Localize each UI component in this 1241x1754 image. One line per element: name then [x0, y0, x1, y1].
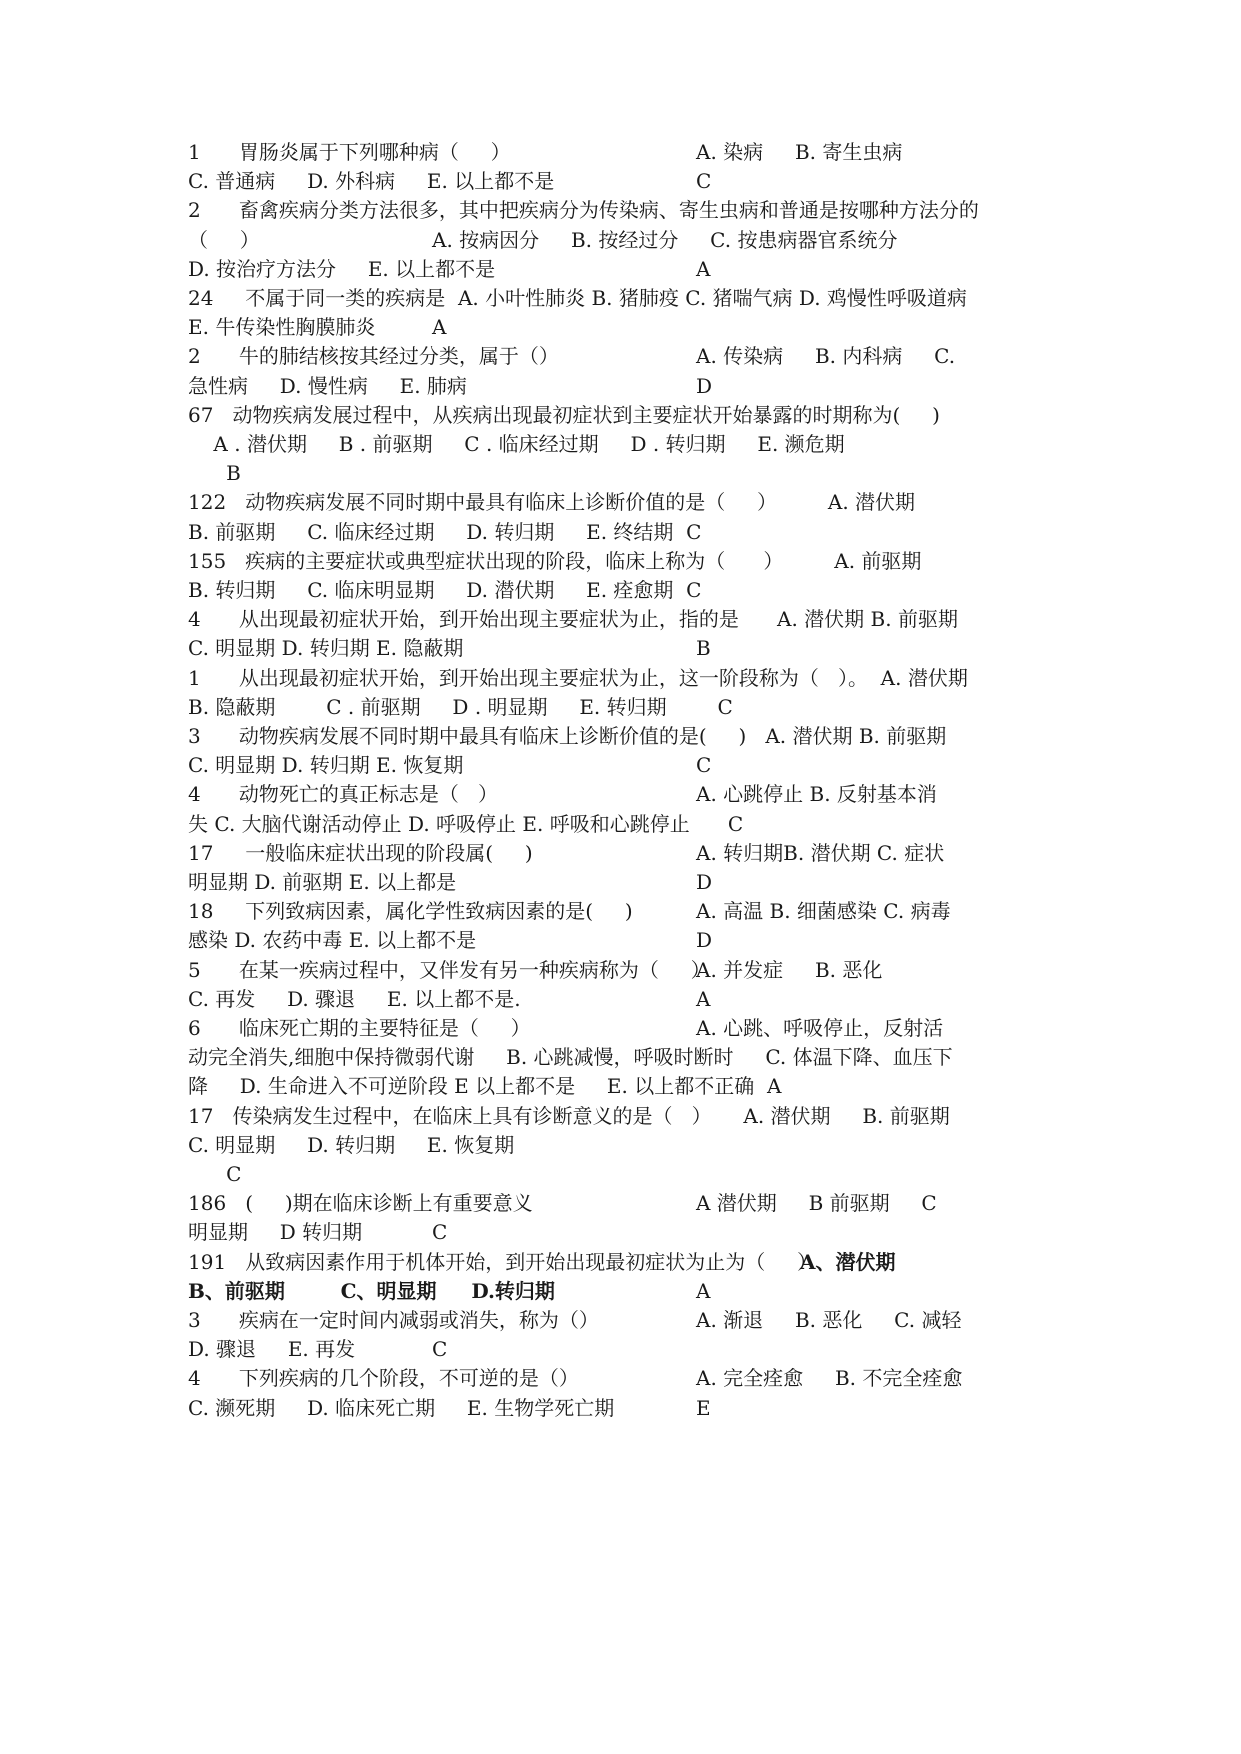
line-text: 2 畜禽疾病分类方法很多，其中把疾病分为传染病、寄生虫病和普通是按哪种方法分的 [188, 198, 979, 223]
line-text: 3 动物疾病发展不同时期中最具有临床上诊断价值的是( ) A. 潜伏期 B. 前驱期 [188, 724, 947, 748]
line-text: 2 牛的肺结核按其经过分类，属于（） [188, 344, 559, 369]
line-text: 感染 D. 农药中毒 E. 以上都不是 [188, 928, 477, 953]
line-options: A [432, 315, 447, 340]
line-answer-column: A [696, 256, 711, 281]
line-answer-column: A. 高温 B. 细菌感染 C. 病毒 [696, 899, 951, 924]
line-text: 失 C. 大脑代谢活动停止 D. 呼吸停止 E. 呼吸和心跳停止 C [188, 811, 744, 836]
line-text: C. 再发 D. 骤退 E. 以上都不是. [188, 986, 521, 1011]
line-answer-column: A. 传染病 B. 内科病 C. [696, 344, 956, 369]
line-text: D. 骤退 E. 再发 [188, 1337, 356, 1362]
line-text: 5 在某一疾病过程中，又伴发有另一种疾病称为（ ） [188, 957, 711, 982]
line-text: 1 从出现最初症状开始，到开始出现主要症状为止，这一阶段称为（ ）。 A. 潜伏期 [188, 665, 968, 690]
line-answer-column: A. 心跳、呼吸停止，反射活 [696, 1016, 944, 1040]
line-options: A. 按病因分 B. 按经过分 C. 按患病器官系统分 [432, 227, 898, 252]
line-text: 67 动物疾病发展过程中，从疾病出现最初症状到主要症状开始暴露的时期称为( ) [188, 402, 940, 427]
line-text: 122 动物疾病发展不同时期中最具有临床上诊断价值的是（ ） A. 潜伏期 [188, 490, 916, 515]
line-answer-column: C [696, 169, 712, 194]
line-answer-column: A [696, 1278, 711, 1303]
line-answer-column: E [696, 1395, 711, 1420]
line-answer-column: C [696, 753, 712, 778]
line-text: 17 传染病发生过程中，在临床上具有诊断意义的是（ ） A. 潜伏期 B. 前驱期 [188, 1103, 950, 1128]
line-text: 17 一般临床症状出现的阶段属( ) [188, 840, 533, 865]
line-answer-column: A [696, 986, 711, 1011]
line-text: （ ） [188, 227, 260, 252]
line-answer-column: A. 并发症 B. 恶化 [696, 957, 883, 982]
line-text: C [188, 1162, 242, 1186]
line-text: 4 下列疾病的几个阶段，不可逆的是（） [188, 1366, 579, 1391]
line-text: E. 牛传染性胸膜肺炎 [188, 315, 376, 340]
line-answer-column: A. 渐退 B. 恶化 C. 减轻 [696, 1308, 962, 1332]
line-options: C [432, 1220, 448, 1245]
line-answer-column: A. 染病 B. 寄生虫病 [696, 140, 903, 164]
line-text: D. 按治疗方法分 E. 以上都不是 [188, 256, 496, 281]
line-options: C [432, 1337, 448, 1362]
line-text: B [188, 461, 241, 486]
line-text: 急性病 D. 慢性病 E. 肺病 [188, 373, 467, 398]
line-text: C. 明显期 D. 转归期 E. 恢复期 [188, 1132, 515, 1157]
line-answer-column: A. 完全痊愈 B. 不完全痊愈 [696, 1366, 963, 1391]
line-answer-column: A. 心跳停止 B. 反射基本消 [696, 782, 937, 807]
line-text: 18 下列致病因素，属化学性致病因素的是( ) [188, 899, 633, 924]
line-text: C. 明显期 D. 转归期 E. 恢复期 [188, 753, 464, 778]
line-text: 明显期 D. 前驱期 E. 以上都是 [188, 870, 457, 894]
line-text: 4 从出现最初症状开始，到开始出现主要症状为止，指的是 A. 潜伏期 B. 前驱期 [188, 607, 958, 632]
line-text: 186 ( )期在临床诊断上有重要意义 [188, 1191, 533, 1216]
line-text: B、前驱期 C、明显期 D.转归期 [188, 1278, 555, 1303]
line-text: C. 明显期 D. 转归期 E. 隐蔽期 [188, 636, 464, 661]
line-text: 191 从致病因素作用于机体开始，到开始出现最初症状为止为（ ） [188, 1249, 818, 1274]
line-answer-column: B [696, 636, 711, 661]
line-answer-column: D [696, 373, 713, 398]
line-text: 1 胃肠炎属于下列哪种病（ ） [188, 140, 511, 164]
line-text: A . 潜伏期 B . 前驱期 C . 临床经过期 D . 转归期 E. 濒危期 [188, 432, 845, 456]
line-text: C. 濒死期 D. 临床死亡期 E. 生物学死亡期 [188, 1395, 615, 1420]
line-answer-column: A. 转归期B. 潜伏期 C. 症状 [696, 840, 945, 865]
line-answer-bold: A、潜伏期 [800, 1249, 896, 1274]
line-answer-column: D [696, 928, 713, 953]
line-text: 4 动物死亡的真正标志是（ ） [188, 782, 498, 807]
line-text: 明显期 D 转归期 [188, 1220, 363, 1245]
line-answer-column: A 潜伏期 B 前驱期 C [696, 1191, 937, 1216]
line-text: 155 疾病的主要症状或典型症状出现的阶段，临床上称为（ ） A. 前驱期 [188, 548, 922, 573]
line-text: 6 临床死亡期的主要特征是（ ） [188, 1016, 531, 1040]
line-text: 降 D. 生命进入不可逆阶段 E 以上都不是 E. 以上都不正确 A [188, 1074, 782, 1099]
line-text: 24 不属于同一类的疾病是 A. 小叶性肺炎 B. 猪肺疫 C. 猪喘气病 D. 鸡慢性呼吸道病 [188, 286, 967, 310]
line-text: B. 隐蔽期 C . 前驱期 D . 明显期 E. 转归期 C [188, 694, 733, 719]
line-text: B. 转归期 C. 临床明显期 D. 潜伏期 E. 痊愈期 C [188, 578, 702, 602]
line-text: C. 普通病 D. 外科病 E. 以上都不是 [188, 169, 555, 194]
line-text: 动完全消失,细胞中保持微弱代谢 B. 心跳减慢，呼吸时断时 C. 体温下降、血压下 [188, 1045, 953, 1070]
line-text: 3 疾病在一定时间内减弱或消失，称为（） [188, 1308, 599, 1332]
line-answer-column: D [696, 870, 713, 894]
line-text: B. 前驱期 C. 临床经过期 D. 转归期 E. 终结期 C [188, 519, 702, 544]
